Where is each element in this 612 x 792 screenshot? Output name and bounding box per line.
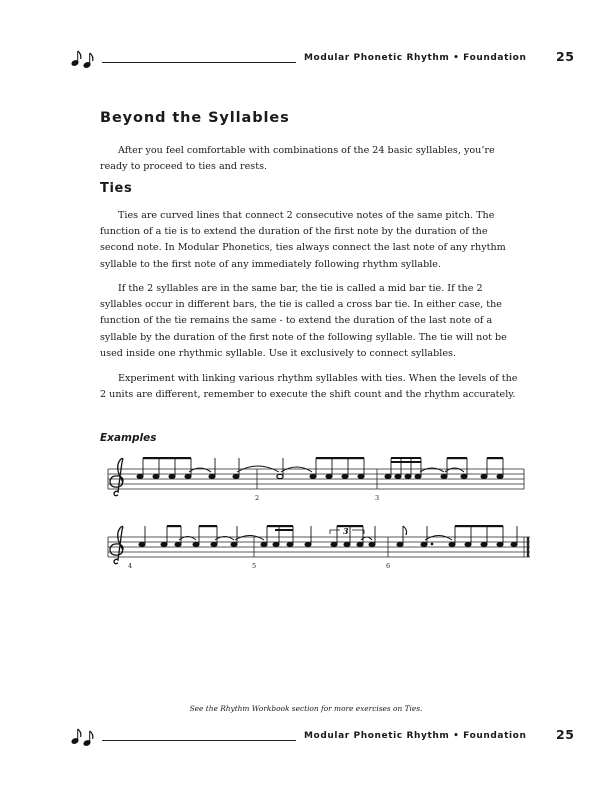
half-note xyxy=(277,474,283,478)
measure-number: 6 xyxy=(386,562,391,570)
running-title: Modular Phonetic Rhythm • Foundation xyxy=(304,53,527,63)
intro-paragraph: After you feel comfortable with combinations of the 24 basic syllables, you’re ready to proceed to ties and rests. xyxy=(100,145,495,173)
footer-page-number: 25 xyxy=(556,727,575,742)
page-number: 25 xyxy=(556,49,575,64)
measure-number: 4 xyxy=(128,562,133,570)
ties-paragraph-2: If the 2 syllables are in the same bar, the tie is called a mid bar tie. If the 2 syllables occur in different bars, the tie is called a cross bar tie. In either case, the function of the tie remains the same - to extend the duration of the last note of a syllable by the duration of the first note of the following syllable. The tie will not be used inside one rhythmic syllable. Use it exclusively to connect syllables. xyxy=(100,283,507,359)
treble-clef-icon xyxy=(110,526,123,563)
ties-system-2 xyxy=(179,536,452,541)
page-footer xyxy=(0,725,612,749)
examples-heading: Examples xyxy=(100,432,157,444)
notes-system-2 xyxy=(139,525,517,547)
dot xyxy=(431,543,433,545)
footer-running-title: Modular Phonetic Rhythm • Foundation xyxy=(304,731,527,741)
footer-rule xyxy=(102,740,296,741)
section-heading: Beyond the Syllables xyxy=(100,110,290,126)
eighth-note-group xyxy=(137,457,191,479)
footnote: See the Rhythm Workbook section for more exercises on Ties. xyxy=(189,704,423,713)
eighth-notes-logo xyxy=(70,725,98,747)
measure-number: 5 xyxy=(252,562,257,570)
ties-paragraph-3: Experiment with linking various rhythm syllables with ties. When the levels of the 2 units are different, remember to execute the shift count and the rhythm accurately. xyxy=(100,373,518,401)
ties-paragraph-1: Ties are curved lines that connect 2 consecutive notes of the same pitch. The function of a tie is to extend the duration of the first note by the duration of the second note. In Modular Phonetics, ties always connect the last note of any rhythm syllable to the first note of any immediately following rhythm syllable. xyxy=(100,210,506,270)
subsection-heading-ties: Ties xyxy=(100,181,133,196)
notes-system-1 xyxy=(137,457,503,479)
triplet-number: 3 xyxy=(343,526,349,536)
measure-number: 2 xyxy=(255,494,260,502)
treble-clef-icon xyxy=(110,458,123,495)
measure-number: 3 xyxy=(375,494,380,502)
